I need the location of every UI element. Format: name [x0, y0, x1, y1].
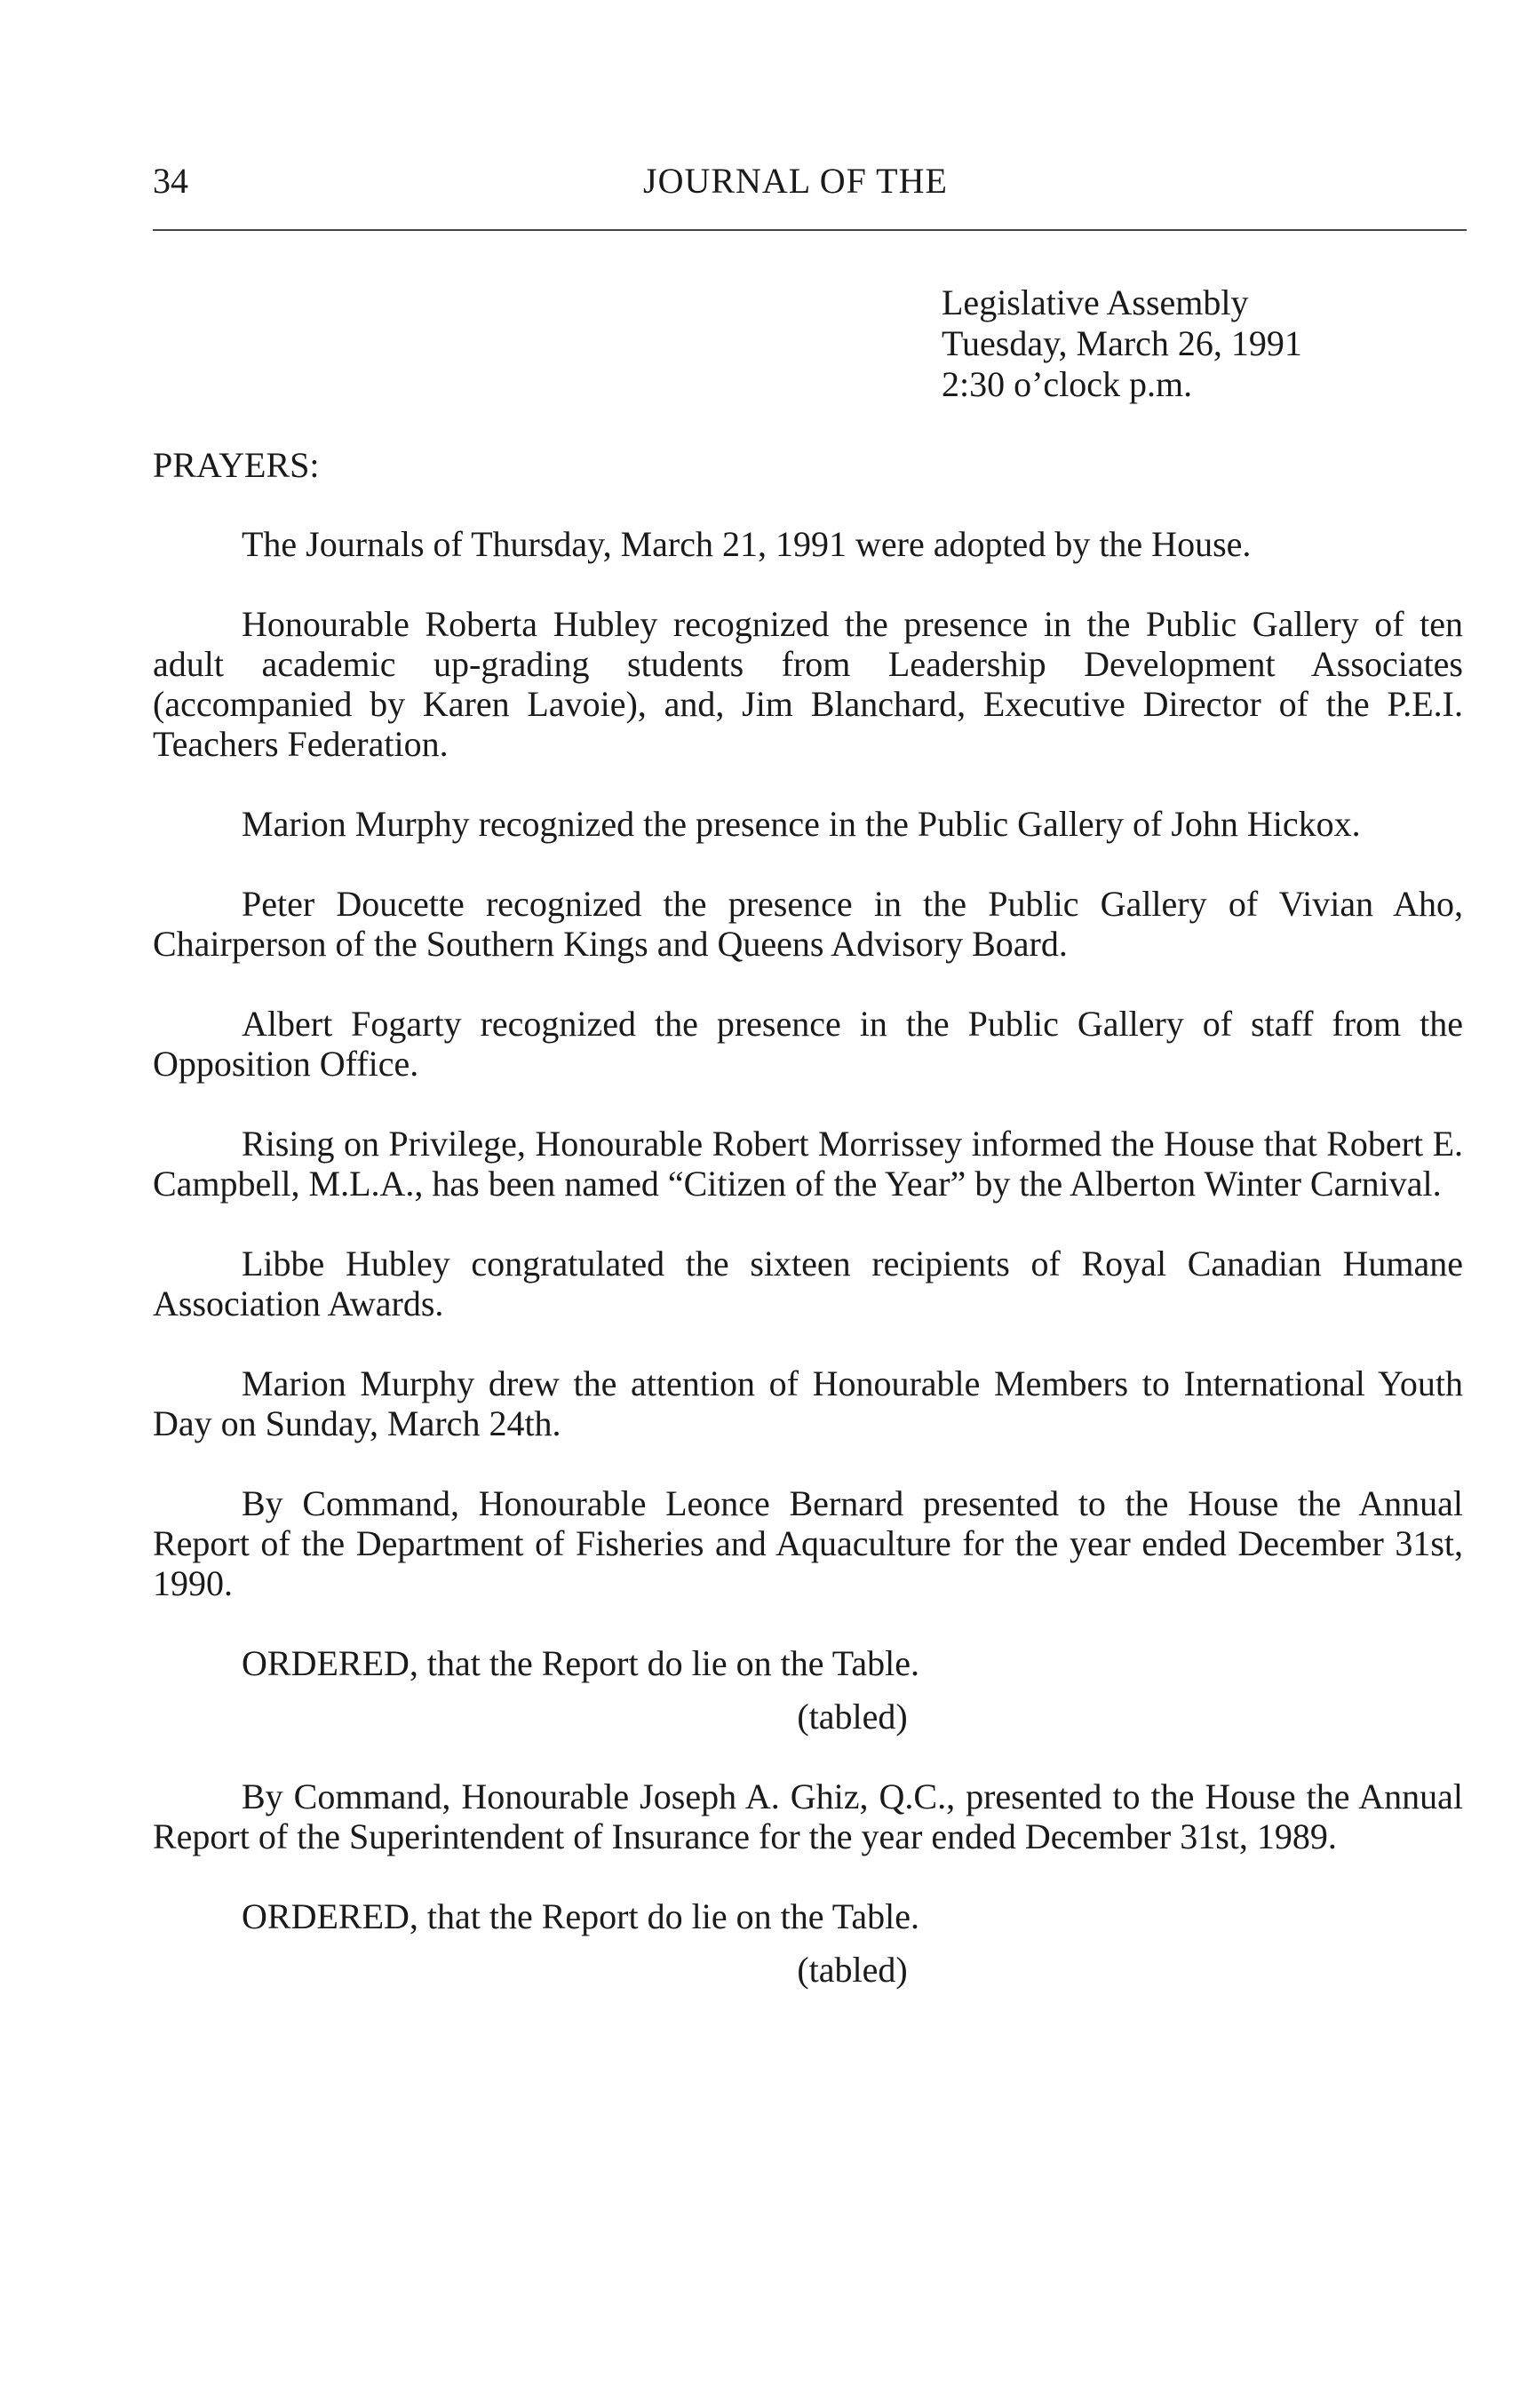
journal-body	[153, 524, 1463, 2030]
journal-paragraph: Marion Murphy recognized the presence in the Public Gallery of John Hickox.	[242, 804, 1361, 844]
journal-paragraph: By Command, Honourable Joseph A. Ghiz, Q.C., presented to the House the Annual Report of the Superintendent of Insurance for the year ended December 31st, 1989.	[153, 1776, 1463, 1856]
journal-paragraph: The Journals of Thursday, March 21, 1991 were adopted by the House.	[242, 524, 1252, 564]
ordered-paragraph: ORDERED, that the Report do lie on the Table.	[242, 1643, 919, 1683]
journal-paragraph: Libbe Hubley congratulated the sixteen recipients of Royal Canadian Humane Association Awards.	[153, 1244, 1463, 1323]
dateline-assembly: Legislative Assembly	[942, 282, 1249, 322]
journal-paragraph: Albert Fogarty recognized the presence in the Public Gallery of staff from the Opposition Office.	[153, 1004, 1463, 1084]
dateline	[942, 282, 1302, 405]
dateline-time: 2:30 o’clock p.m.	[942, 364, 1193, 404]
tabled-note: (tabled)	[797, 1950, 908, 1990]
running-title: JOURNAL OF THE	[643, 161, 948, 201]
ordered-paragraph: ORDERED, that the Report do lie on the Table.	[242, 1896, 919, 1936]
tabled-note: (tabled)	[797, 1697, 908, 1736]
prayers-heading: PRAYERS:	[153, 445, 320, 485]
page-number: 34	[153, 161, 188, 201]
journal-paragraph: Rising on Privilege, Honourable Robert Morrissey informed the House that Robert E. Campbell, M.L.A., has been named “Citizen of the Year” by the Alberton Winter Carnival.	[153, 1124, 1463, 1204]
dateline-date: Tuesday, March 26, 1991	[942, 323, 1302, 363]
journal-paragraph: Honourable Roberta Hubley recognized the presence in the Public Gallery of ten adult academic up-grading students from Leadership Development Associates (accompanied by Karen Lavoie), and, Jim Blanchard, Executive Director of the P.E.I. Teachers Federation.	[153, 604, 1463, 764]
header-rule	[153, 229, 1467, 231]
journal-paragraph: By Command, Honourable Leonce Bernard presented to the House the Annual Report of the Department of Fisheries and Aquaculture for the year ended December 31st, 1990.	[153, 1483, 1463, 1603]
journal-paragraph: Peter Doucette recognized the presence in the Public Gallery of Vivian Aho, Chairperson of the Southern Kings and Queens Advisory Board.	[153, 884, 1463, 964]
journal-paragraph: Marion Murphy drew the attention of Honourable Members to International Youth Day on Sunday, March 24th.	[153, 1363, 1463, 1443]
